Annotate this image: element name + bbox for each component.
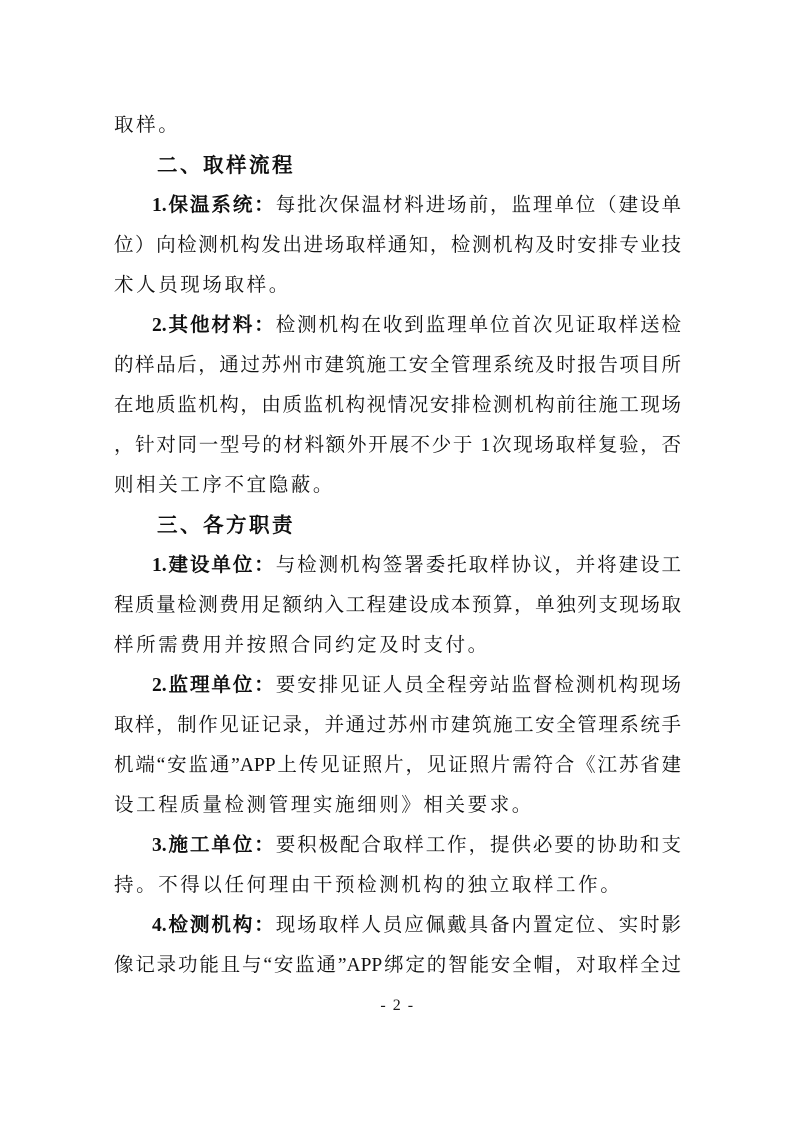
document-line [114,866,681,906]
line-text: 要安排见证人员全程旁站监督检测机构现场 [275,675,681,696]
document-line [114,546,681,586]
document-line [114,666,681,706]
document-line [114,386,681,426]
heading-text: 三、各方职责 [157,514,295,537]
line-text: 程质量检测费用足额纳入工程建设成本预算，单独列支现场取 [114,595,681,616]
section-heading-responsibilities [114,506,681,546]
line-text: 取样。 [114,115,181,136]
line-text: 持。不得以任何理由干预检测机构的独立取样工作。 [114,875,623,896]
document-line [114,786,681,826]
document-line [114,906,681,946]
paragraph-label: 2.监理单位： [152,675,276,696]
document-line [114,466,681,506]
document-line [114,946,681,986]
line-text: 的样品后，通过苏州市建筑施工安全管理系统及时报告项目所 [114,355,681,376]
line-text: 位）向检测机构发出进场取样通知，检测机构及时安排专业技 [114,235,681,256]
paragraph-label: 1.建设单位： [152,555,276,576]
line-text: 术人员现场取样。 [114,275,291,296]
paragraph-label: 2.其他材料： [152,315,276,336]
section-heading-sampling-process [114,146,681,186]
line-text: 现场取样人员应佩戴具备内置定位、实时影 [275,915,681,936]
paragraph-label: 4.检测机构： [152,915,276,936]
document-line [114,826,681,866]
page-number: - 2 - [380,997,415,1014]
line-text: 在地质监机构，由质监机构视情况安排检测机构前往施工现场 [114,395,681,416]
document-line [114,306,681,346]
line-text: 与检测机构签署委托取样协议，并将建设工 [275,555,681,576]
document-line [114,106,681,146]
line-text: 样所需费用并按照合同约定及时支付。 [114,635,490,656]
line-text: 则相关工序不宜隐蔽。 [114,475,336,496]
line-text: 机端“安监通”APP上传见证照片，见证照片需符合《江苏省建 [114,755,681,776]
document-line [114,746,681,786]
paragraph-label: 1.保温系统： [152,195,276,216]
document-text-block [114,106,681,986]
document-line [114,706,681,746]
document-line [114,346,681,386]
line-text: ，针对同一型号的材料额外开展不少于 1次现场取样复验，否 [114,435,681,456]
line-text: 取样，制作见证记录，并通过苏州市建筑施工安全管理系统手 [114,715,681,736]
document-line [114,626,681,666]
line-text: 检测机构在收到监理单位首次见证取样送检 [275,315,681,336]
document-line [114,226,681,266]
line-text: 设工程质量检测管理实施细则》相关要求。 [114,795,534,816]
line-text: 要积极配合取样工作，提供必要的协助和支 [275,835,681,856]
document-line [114,586,681,626]
line-text: 每批次保温材料进场前，监理单位（建设单 [275,195,681,216]
document-line [114,186,681,226]
heading-text: 二、取样流程 [157,154,295,177]
paragraph-label: 3.施工单位： [152,835,276,856]
line-text: 像记录功能且与“安监通”APP绑定的智能安全帽，对取样全过 [114,955,681,976]
document-line [114,426,681,466]
document-line [114,266,681,306]
